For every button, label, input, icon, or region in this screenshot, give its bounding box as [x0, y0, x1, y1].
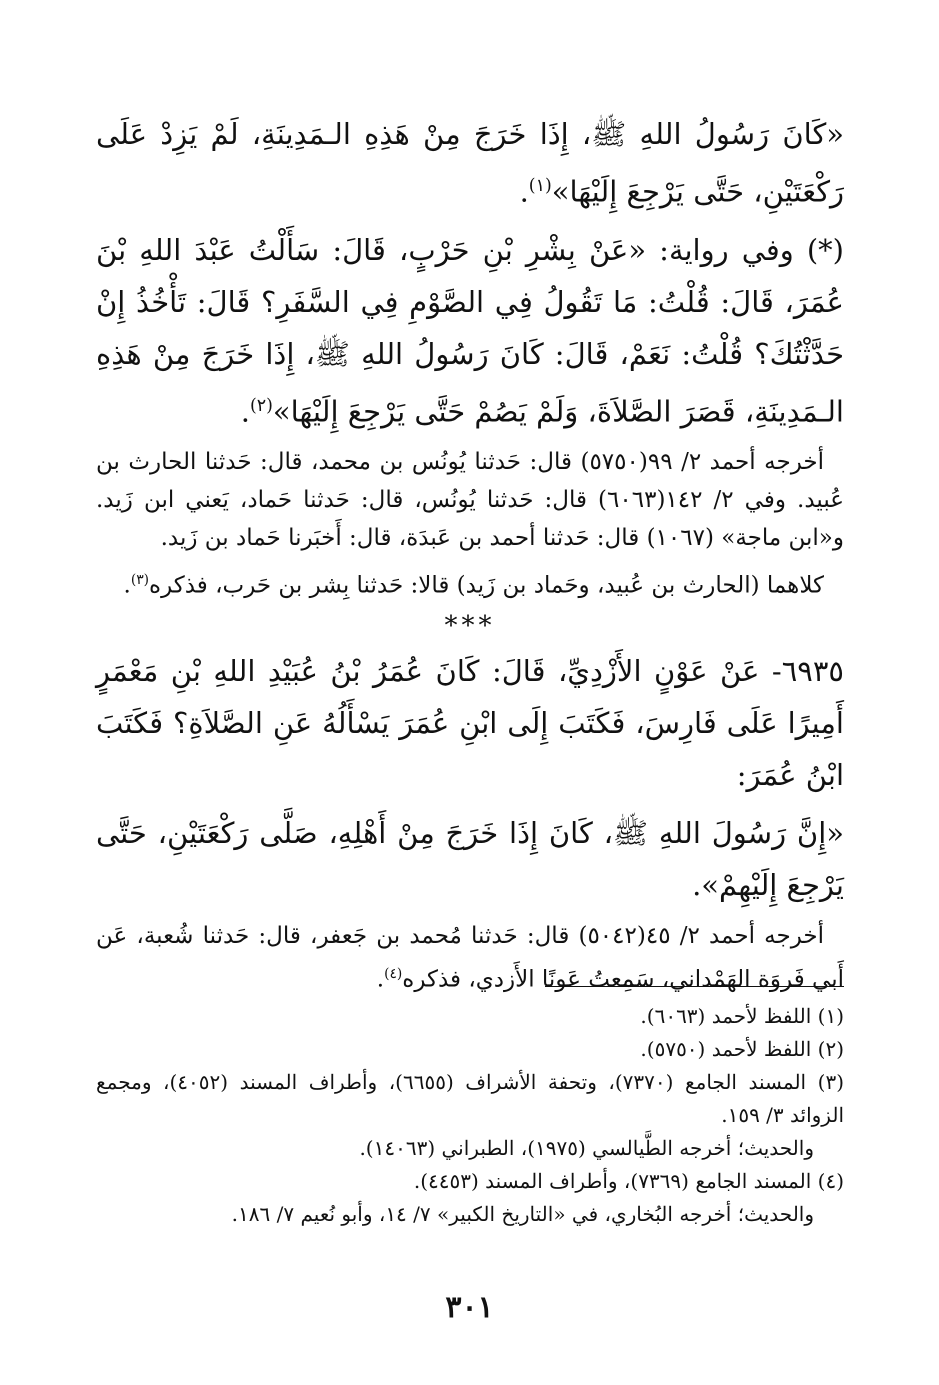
footnote-4: (٤) المسند الجامع (٧٣٦٩)، وأطراف المسند (٤٤٥٣).: [413, 1169, 844, 1193]
footnote-1: (١) اللفظ لأحمد (٦٠٦٣).: [640, 1004, 844, 1028]
footnote-3: (٣) المسند الجامع (٧٣٧٠)، وتحفة الأشراف (٦٦٥٥)، وأطراف المسند (٤٠٥٢)، ومجمع الزوائد ٣/ ١٥٩.: [96, 1070, 845, 1127]
main-text: [96, 108, 844, 1003]
footnote-ref-3[interactable]: (٣): [130, 572, 150, 589]
footnote-4-continuation: والحديث؛ أخرجه البُخاري، في «التاريخ الكبير» ٧/ ١٤، وأبو نُعيم ٧/ ١٨٦.: [231, 1202, 814, 1226]
footnote-2: (٢) اللفظ لأحمد (٥٧٥٠).: [640, 1037, 844, 1061]
takhrij-paragraph-2: كلاهما (الحارث بن عُبيد، وحَماد بن زَيد) قالا: حَدثنا بِشر بن حَرب، فذكره$^{(٣)}$.: [123, 572, 824, 599]
takhrij-paragraph-3: أخرجه أحمد ٢/ ٤٥(٥٠٤٢) قال: حَدثنا مُحمد بن جَعفر، قال: حَدثنا شُعبة، عَن أَبي فَروَة الهَمْداني، سَمِعتُ عَونًا الأَزدي، فذكره$^{(٤)}$.: [96, 922, 844, 993]
hadith-6935-header: ٦٩٣٥- عَنْ عَوْنٍ الأَزْدِيِّ، قَالَ: كَانَ عُمَرُ بْنُ عُبَيْدِ اللهِ بْنِ مَعْمَرٍ أَمِيرًا عَلَى فَارِسَ، فَكَتَبَ إِلَى ابْنِ عُمَرَ يَسْأَلُهُ عَنِ الصَّلاَةِ؟ فَكَتَبَ ابْنُ عُمَرَ:: [96, 653, 844, 792]
section-separator: ***: [444, 610, 496, 641]
hadith-paragraph-1: «كَانَ رَسُولُ اللهِ ﷺ، إِذَا خَرَجَ مِنْ هَذِهِ الـمَدِينَةِ، لَمْ يَزِدْ عَلَى رَكْعَتَيْنِ، حَتَّى يَرْجِعَ إِلَيْهَا»$^{(١)}$.: [96, 117, 844, 209]
hadith-paragraph-2: (*) وفي رواية: «عَنْ بِشْرِ بْنِ حَرْبٍ، قَالَ: سَأَلْتُ عَبْدَ اللهِ بْنَ عُمَرَ، قَالَ: قُلْتُ: مَا تَقُولُ فِي الصَّوْمِ فِي السَّفَرِ؟ قَالَ: تَأْخُذُ إِنْ حَدَّثْتُكَ؟ قُلْتُ: نَعَمْ، قَالَ: كَانَ رَسُولُ اللهِ ﷺ، إِذَا خَرَجَ مِنْ هَذِهِ الـمَدِينَةِ، قَصَرَ الصَّلاَةَ، وَلَمْ يَصُمْ حَتَّى يَرْجِعَ إِلَيْهَا»$^{(٢)}$.: [96, 232, 844, 429]
footnote-ref-1[interactable]: (١): [528, 176, 552, 196]
footnote-3-continuation: والحديث؛ أخرجه الطَّيالسي (١٩٧٥)، الطبراني (١٤٠٦٣).: [359, 1136, 814, 1160]
page-number: ٣٠١: [445, 1290, 494, 1325]
takhrij-paragraph-1: أخرجه أحمد ٢/ ٩٩(٥٧٥٠) قال: حَدثنا يُونُس بن محمد، قال: حَدثنا الحارث بن عُبيد. وفي ٢/ ١٤٢(٦٠٦٣) قال: حَدثنا يُونُس، قال: حَدثنا حَماد، يَعني ابن زَيد. و«ابن ماجة» (١٠٦٧) قال: حَدثنا أحمد بن عَبدَة، قال: أَخبَرنا حَماد بن زَيد.: [96, 449, 844, 552]
footnote-ref-4[interactable]: (٤): [384, 965, 403, 982]
footnote-divider: [545, 986, 844, 987]
footnotes: [96, 1000, 844, 1231]
hadith-6935-text: «إِنَّ رَسُولَ اللهِ ﷺ، كَانَ إِذَا خَرَجَ مِنْ أَهْلِهِ، صَلَّى رَكْعَتَيْنِ، حَتَّى يَرْجِعَ إِلَيْهِمْ».: [96, 815, 844, 902]
footnote-ref-2[interactable]: (٢): [249, 395, 273, 416]
